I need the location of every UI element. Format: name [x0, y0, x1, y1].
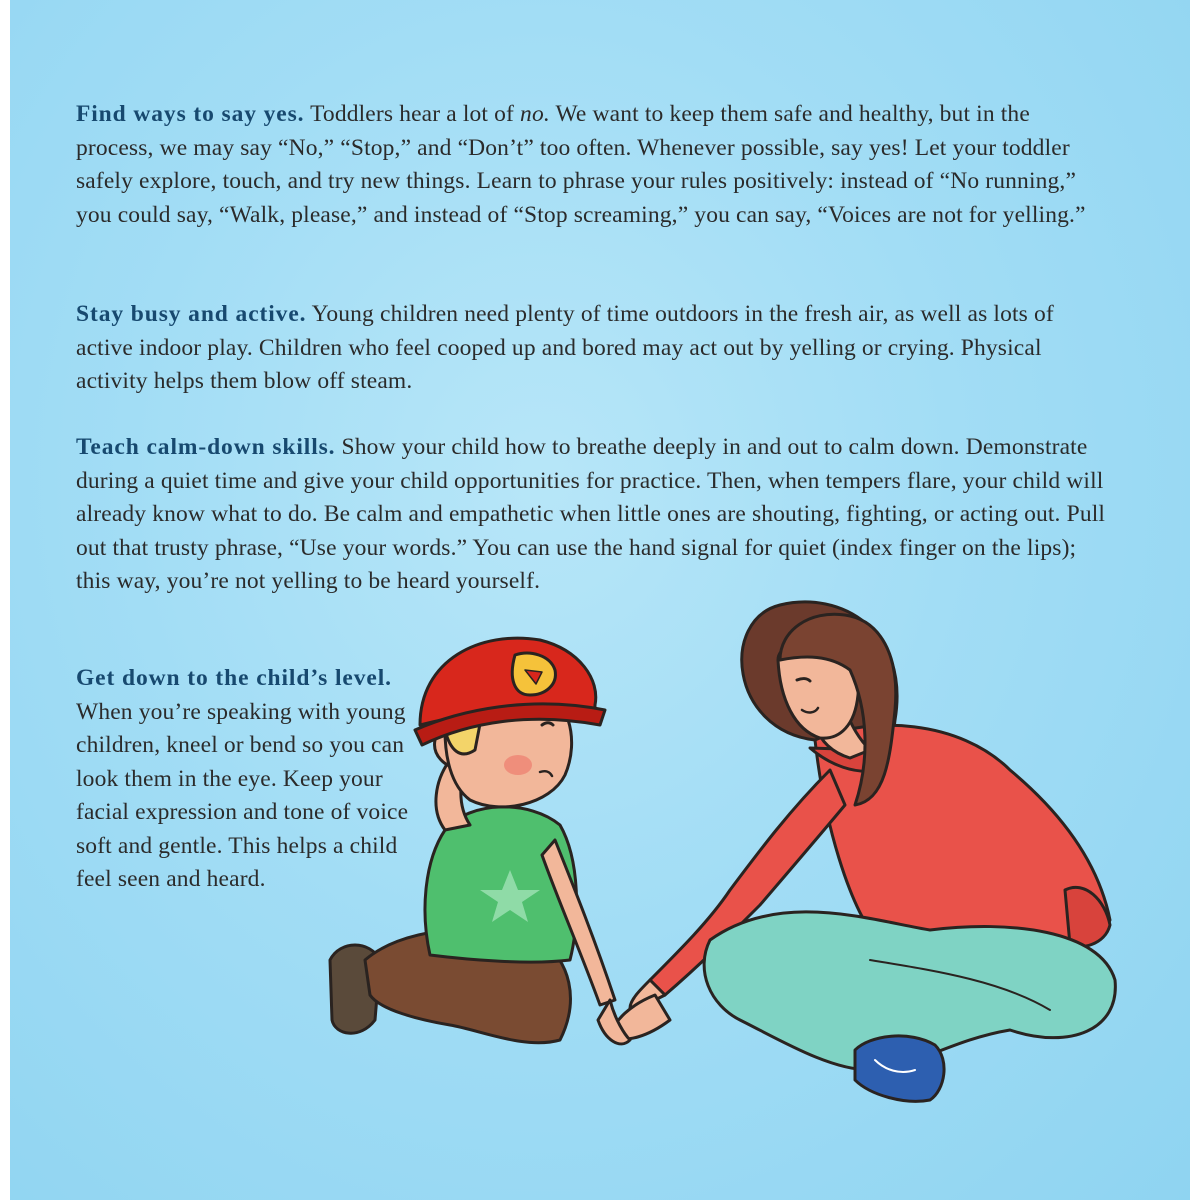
tip-text: We want to keep them safe and healthy, but in the process, we may say “No,” “Stop,” and “Don’t” too often. Whenever possible, say yes! Let your toddler safely explore, touch, and try new things. Learn to phrase your rules positively: instead of “No running,” you could say, “Walk, please,” and instead of “Stop screaming,” you can say, “Voices are not for yelling.”	[76, 101, 1086, 228]
woman-figure	[610, 602, 1115, 1101]
tip-heading: Stay busy and active.	[76, 301, 307, 327]
tip-text: When you’re speaking with young children, kneel or bend so you can look them in the eye. Keep your facial expression and tone of voice soft and gentle. This helps a child feel seen and heard.	[76, 698, 409, 892]
tip-emphasis: no.	[520, 101, 550, 127]
tip-text: Toddlers hear a lot of	[304, 101, 521, 127]
tip-heading: Get down to the child’s level.	[76, 665, 392, 691]
tip-text: Show your child how to breathe deeply in and out to calm down. Demonstrate during a quiet time and give your child opportunities for practice. Then, when tempers flare, your child will already know what to do. Be calm and empathetic when little ones are shouting, fighting, or acting out. Pull out that trusty phrase, “Use your words.” You can use the hand signal for quiet (index finger on the lips); this way, you’re not yelling to be heard yourself.	[76, 434, 1106, 594]
child-figure	[330, 638, 630, 1044]
tip-heading: Find ways to say yes.	[76, 101, 305, 127]
tip-say-yes	[76, 98, 1106, 232]
book-page	[10, 0, 1190, 1200]
tip-calm-down	[76, 431, 1106, 599]
tip-text: Young children need plenty of time outdoors in the fresh air, as well as lots of active indoor play. Children who feel cooped up and bored may act out by yelling or crying. Physical activity helps them blow off steam.	[76, 301, 1054, 394]
tip-stay-busy	[76, 298, 1106, 399]
tip-heading: Teach calm-down skills.	[76, 434, 336, 460]
parent-child-illustration	[310, 600, 1120, 1180]
